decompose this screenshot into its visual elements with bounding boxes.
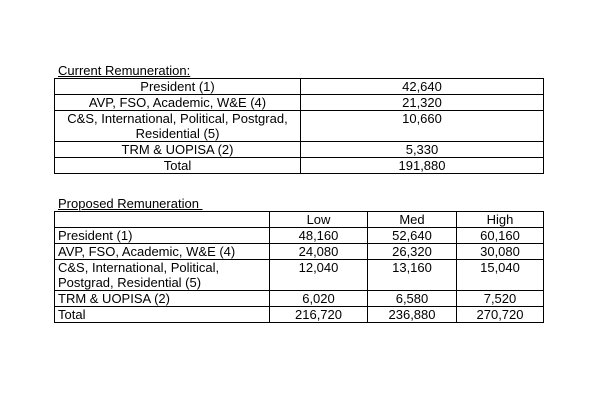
med-value: 6,580 [368,291,457,307]
table-row [55,111,544,142]
total-value: 191,880 [301,158,544,174]
table-row [55,244,544,260]
total-med-value: 236,880 [368,307,457,323]
amount-value: 10,660 [301,111,544,142]
role-label: AVP, FSO, Academic, W&E (4) [55,244,270,260]
med-value: 13,160 [368,260,457,291]
high-value: 7,520 [457,291,544,307]
low-value: 6,020 [270,291,368,307]
proposed-remuneration-table [54,211,544,323]
role-label: C&S, International, Political, Postgrad, Residential (5) [55,260,270,291]
low-value: 24,080 [270,244,368,260]
header-high: High [457,212,544,228]
total-high-value: 270,720 [457,307,544,323]
low-value: 12,040 [270,260,368,291]
high-value: 15,040 [457,260,544,291]
amount-value: 42,640 [301,79,544,95]
header-row [55,212,544,228]
table-row [55,95,544,111]
high-value: 60,160 [457,228,544,244]
med-value: 52,640 [368,228,457,244]
total-label: Total [55,307,270,323]
total-label: Total [55,158,301,174]
high-value: 30,080 [457,244,544,260]
header-med: Med [368,212,457,228]
role-label: TRM & UOPISA (2) [55,291,270,307]
role-label: President (1) [55,79,301,95]
header-blank [55,212,270,228]
amount-value: 5,330 [301,142,544,158]
table-row [55,260,544,291]
role-label: C&S, International, Political, Postgrad, Residential (5) [55,111,301,142]
current-remuneration-table [54,78,544,174]
total-low-value: 216,720 [270,307,368,323]
low-value: 48,160 [270,228,368,244]
role-label: AVP, FSO, Academic, W&E (4) [55,95,301,111]
table-row [55,142,544,158]
table-row [55,158,544,174]
table-row [55,307,544,323]
table-row [55,291,544,307]
role-label: President (1) [55,228,270,244]
med-value: 26,320 [368,244,457,260]
table-row [55,79,544,95]
header-low: Low [270,212,368,228]
role-label: TRM & UOPISA (2) [55,142,301,158]
current-remuneration-caption: Current Remuneration: [58,63,191,78]
proposed-remuneration-caption: Proposed Remuneration [58,196,203,211]
table-row [55,228,544,244]
amount-value: 21,320 [301,95,544,111]
